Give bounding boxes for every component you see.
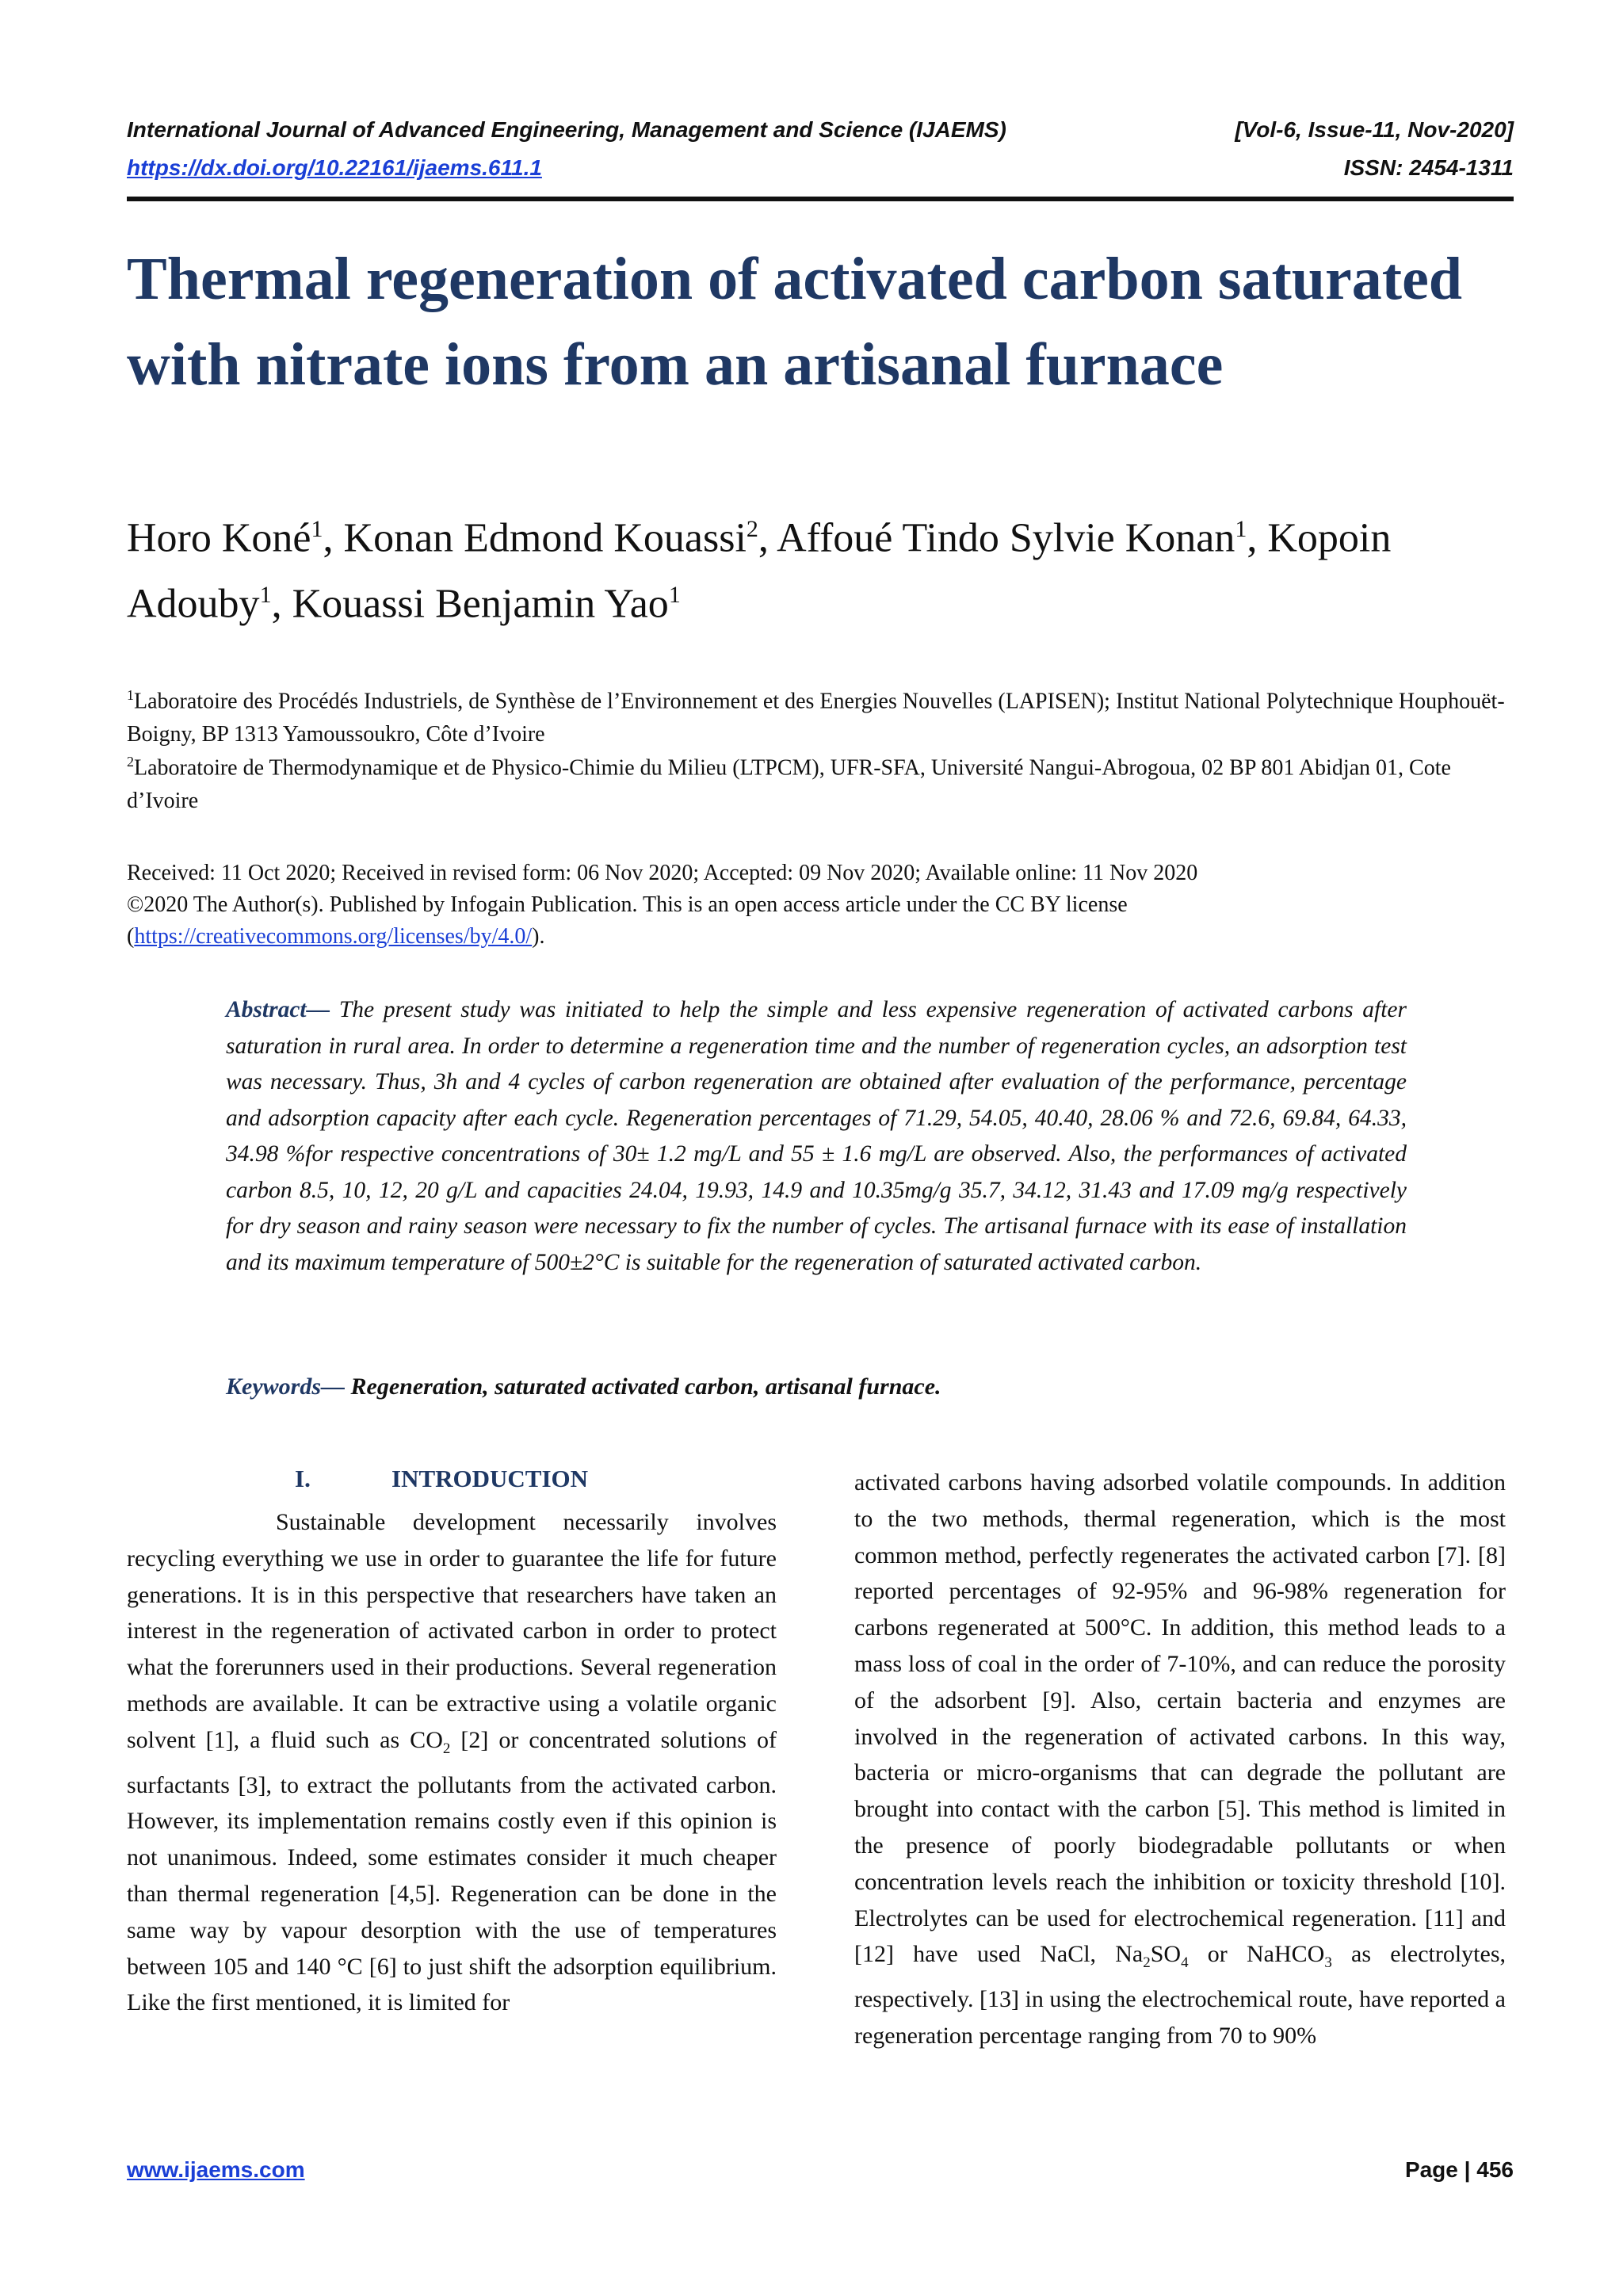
license-paren-open: ( xyxy=(127,924,135,949)
keywords xyxy=(226,1370,1407,1404)
abstract-label: Abstract— xyxy=(226,997,330,1022)
intro-paragraph-left xyxy=(127,1504,777,2021)
affiliation-mark: 2 xyxy=(127,754,134,770)
author-separator: , xyxy=(1247,515,1268,561)
page-label: Page xyxy=(1404,2157,1458,2182)
article-dates: Received: 11 Oct 2020; Received in revised form: 06 Nov 2020; Accepted: 09 Nov 2020; Available online: 11 Nov 2020 xyxy=(127,861,1198,885)
author: Konan Edmond Kouassi xyxy=(343,515,747,561)
issn: ISSN: 2454-1311 xyxy=(1343,155,1514,180)
subscript: 3 xyxy=(1324,1954,1332,1972)
affiliation xyxy=(127,678,1522,751)
keywords-label: Keywords— xyxy=(226,1373,345,1400)
author: Horo Koné xyxy=(127,515,311,561)
license-paren-close: ). xyxy=(532,924,545,949)
affiliation xyxy=(127,745,1522,818)
paper-title: Thermal regeneration of activated carbon saturated with nitrate ions from an artisanal furnace xyxy=(127,246,1463,398)
author-separator: , xyxy=(271,581,292,627)
author-affiliation-mark: 1 xyxy=(668,582,681,609)
journal-name: International Journal of Advanced Engineering, Management and Science (IJAEMS) xyxy=(127,117,1006,142)
section-number: I. xyxy=(295,1465,311,1492)
header-rule xyxy=(127,197,1514,201)
subscript: 2 xyxy=(1143,1954,1151,1972)
intro-text: activated carbons having adsorbed volatile compounds. In addition to the two methods, thermal regeneration, which is the most common method, perfectly regenerates the activated carbon [7]. [8] reported percentages of 92-95% and 96-98% regeneration for carbons regenerated at 500°C. In addition, this method leads to a mass loss of coal in the order of 7-10%, and can reduce the porosity of the adsorbent [9]. Also, certain bacteria and enzymes are involved in the regeneration of activated carbons. In this way, bacteria or micro-organisms that can degrade the pollutant are brought into contact with the carbon [5]. This method is limited in the presence of poorly biodegradable pollutants or when concentration levels reach the inhibition or toxicity threshold [10]. Electrolytes can be used for electrochemical regeneration. [11] and [12] have used NaCl, Na xyxy=(854,1469,1506,1968)
intro-text: or NaHCO xyxy=(1188,1941,1325,1968)
page-number-block xyxy=(1405,2157,1514,2183)
intro-paragraph-right xyxy=(854,1465,1506,2054)
author-affiliation-mark: 1 xyxy=(1235,516,1247,542)
abstract xyxy=(226,992,1407,1281)
author: Kouassi Benjamin Yao xyxy=(292,581,669,627)
author-affiliation-mark: 1 xyxy=(259,582,272,609)
page-separator: | xyxy=(1464,2157,1471,2182)
author-affiliation-mark: 1 xyxy=(311,516,323,542)
intro-text: as electrolytes, respectively. [13] in using the electrochemical route, have reported a regeneration percentage ranging from 70 to 90% xyxy=(854,1941,1506,2049)
author: Kopoin Adouby xyxy=(127,515,1392,627)
author-separator: , xyxy=(758,515,777,561)
volume-issue: [Vol-6, Issue-11, Nov-2020] xyxy=(1235,117,1514,142)
license-link[interactable]: https://creativecommons.org/licenses/by/4.0/ xyxy=(134,924,533,949)
abstract-text: The present study was initiated to help the simple and less expensive regeneration of activated carbons after saturation in rural area. In order to determine a regeneration time and the number of regeneration cycles, an adsorption test was necessary. Thus, 3h and 4 cycles of carbon regeneration are obtained after evaluation of the performance, percentage and adsorption capacity after each cycle. Regeneration percentages of 71.29, 54.05, 40.40, 28.06 % and 72.6, 69.84, 64.33, 34.98 %for respective concentrations of 30± 1.2 mg/L and 55 ± 1.6 mg/L are observed. Also, the performances of activated carbon 8.5, 10, 12, 20 g/L and capacities 24.04, 19.93, 14.9 and 10.35mg/g 35.7, 34.12, 31.43 and 17.09 mg/g respectively for dry season and rainy season were necessary to fix the number of cycles. The artisanal furnace with its ease of installation and its maximum temperature of 500±2°C is suitable for the regeneration of saturated activated carbon. xyxy=(226,997,1407,1275)
subscript: 4 xyxy=(1181,1954,1189,1972)
author-separator: , xyxy=(323,515,344,561)
author: Affoué Tindo Sylvie Konan xyxy=(777,515,1235,561)
affiliation-mark: 1 xyxy=(127,687,134,703)
subscript: 2 xyxy=(442,1740,451,1757)
license-statement xyxy=(127,889,1522,953)
affiliation-text: Laboratoire de Thermodynamique et de Physico-Chimie du Milieu (LTPCM), UFR-SFA, Université Nangui-Abrogoua, 02 BP 801 Abidjan 01, Cote d’Ivoire xyxy=(127,755,1451,814)
license-text: ©2020 The Author(s). Published by Infogain Publication. This is an open access article under the CC BY license xyxy=(127,892,1128,917)
intro-text: SO xyxy=(1150,1941,1182,1968)
keywords-text: Regeneration, saturated activated carbon, artisanal furnace. xyxy=(345,1373,941,1400)
footer-site-link[interactable]: www.ijaems.com xyxy=(127,2157,305,2182)
page-number: 456 xyxy=(1476,2157,1514,2182)
author-affiliation-mark: 2 xyxy=(746,516,758,542)
section-title: INTRODUCTION xyxy=(391,1465,589,1492)
intro-text: Sustainable development necessarily involves recycling everything we use in order to guarantee the life for future generations. It is in this perspective that researchers have taken an interest in the regeneration of activated carbon in order to protect what the forerunners used in their productions. Several regeneration methods are available. It can be extractive using a volatile organic solvent [1], a fluid such as CO xyxy=(127,1509,777,1753)
intro-text: [2] or concentrated solutions of surfactants [3], to extract the pollutants from the activated carbon. However, its implementation remains costly even if this opinion is not unanimous. Indeed, some estimates consider it much cheaper than thermal regeneration [4,5]. Regeneration can be done in the same way by vapour desorption with the use of temperatures between 105 and 140 °C [6] to just shift the adsorption equilibrium. Like the first mentioned, it is limited for xyxy=(127,1726,777,2016)
doi-link[interactable]: https://dx.doi.org/10.22161/ijaems.611.1 xyxy=(127,155,542,180)
author-list xyxy=(127,501,1522,633)
affiliation-text: Laboratoire des Procédés Industriels, de Synthèse de l’Environnement et des Energies Nouvelles (LAPISEN); Institut National Polytechnique Houphouët-Boigny, BP 1313 Yamoussoukro, Côte d’Ivoire xyxy=(127,689,1505,747)
